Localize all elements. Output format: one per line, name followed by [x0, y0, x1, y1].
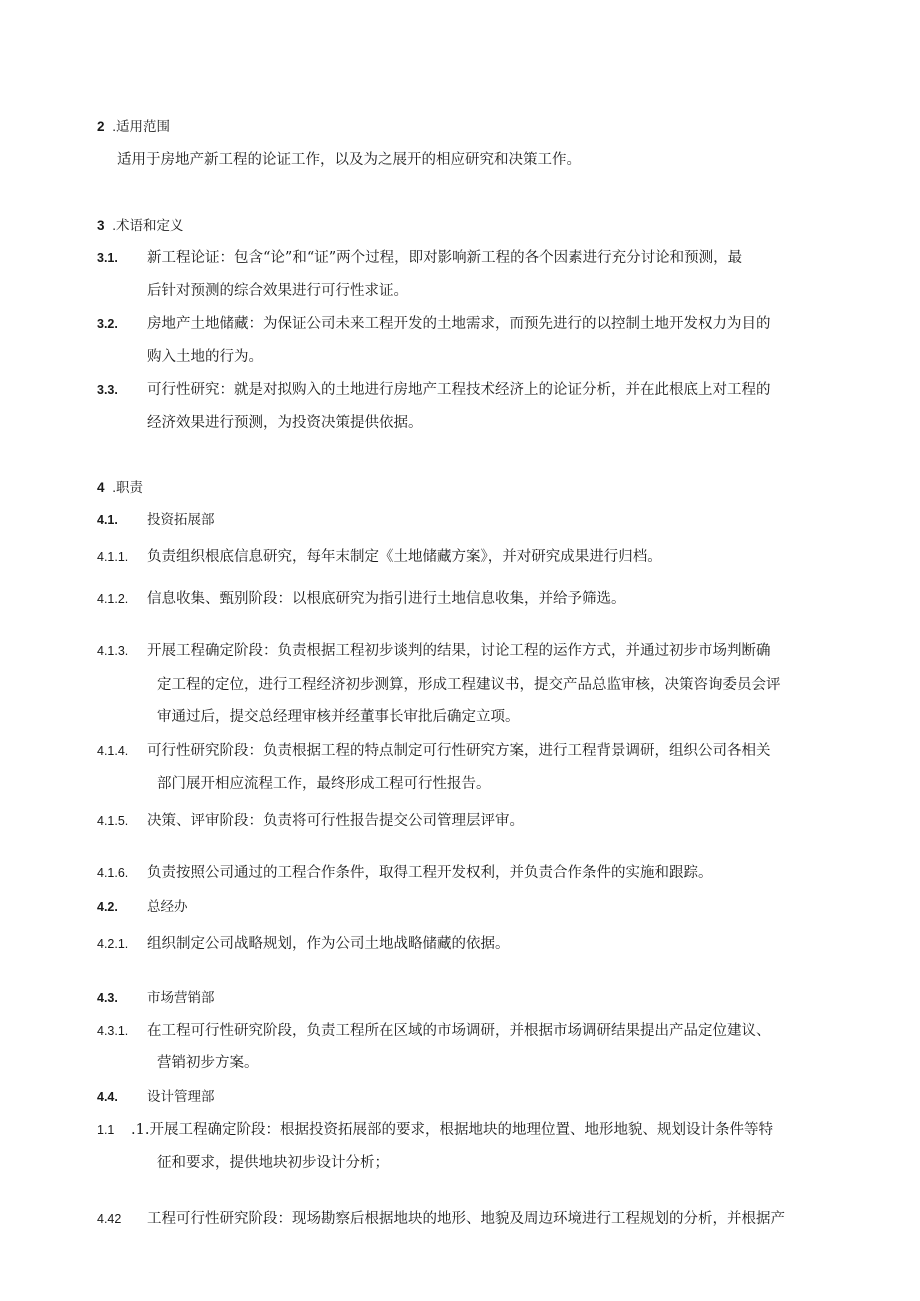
subsection-number-4-4: 4.4.	[97, 1090, 118, 1104]
section-title: .职责	[112, 480, 144, 495]
item-4-1-1-line1: 负责组织根底信息研究，每年末制定《土地储藏方案》，并对研究成果进行归档。	[147, 549, 662, 565]
item-number-4-2-1: 4.2.1.	[97, 937, 129, 951]
subsection-number-4-3: 4.3.	[97, 991, 118, 1005]
item-4-1-3-line1: 开展工程确定阶段：负责根据工程初步谈判的结果，讨论工程的运作方式，并通过初步市场判断确	[147, 643, 771, 659]
item-3-2-line1: 房地产土地储藏：为保证公司未来工程开发的土地需求，而预先进行的以控制土地开发权力为目的	[147, 316, 771, 332]
item-3-2-line2: 购入土地的行为。	[147, 349, 263, 365]
section-title: .适用范围	[112, 119, 171, 134]
subsection-title-4-1: 投资拓展部	[147, 512, 215, 527]
item-4-1-2-line1: 信息收集、甄别阶段：以根底研究为指引进行土地信息收集，并给予筛选。	[147, 591, 626, 607]
subsection-title-4-4: 设计管理部	[147, 1089, 215, 1104]
item-number-4-4-2: 4.42	[97, 1212, 122, 1226]
item-4-4-1-line2: 征和要求，提供地块初步设计分析；	[157, 1155, 389, 1171]
item-4-1-4-line1: 可行性研究阶段：负责根据工程的特点制定可行性研究方案，进行工程背景调研，组织公司各相关	[147, 743, 771, 759]
item-number-4-1-3: 4.1.3.	[97, 644, 129, 658]
item-4-1-3-line3: 审通过后，提交总经理审核并经董事长审批后确定立项。	[157, 709, 520, 725]
item-number-4-1-2: 4.1.2.	[97, 592, 129, 606]
item-3-1-line2: 后针对预测的综合效果进行可行性求证。	[147, 283, 408, 299]
subsection-title-4-3: 市场营销部	[147, 990, 215, 1005]
section-2-body: 适用于房地产新工程的论证工作，以及为之展开的相应研究和决策工作。	[117, 152, 581, 168]
section-title: .术语和定义	[112, 218, 184, 233]
section-heading-4	[97, 478, 143, 498]
section-number: 3	[97, 218, 105, 233]
item-number-4-4-1: 1.1	[97, 1123, 115, 1137]
item-3-3-line2: 经济效果进行预测，为投资决策提供依据。	[147, 415, 423, 431]
item-4-1-5-line1: 决策、评审阶段：负责将可行性报告提交公司管理层评审。	[147, 813, 524, 829]
item-number-3-1: 3.1.	[97, 251, 118, 265]
item-4-1-3-line2: 定工程的定位，进行工程经济初步测算，形成工程建议书，提交产品总监审核，决策咨询委员会评	[157, 677, 781, 693]
item-4-3-1-line2: 营销初步方案。	[157, 1055, 259, 1071]
item-number-4-3-1: 4.3.1.	[97, 1024, 129, 1038]
section-heading-3	[97, 216, 184, 236]
item-number-4-1-1: 4.1.1.	[97, 550, 129, 564]
item-3-3-line1: 可行性研究：就是对拟购入的土地进行房地产工程技术经济上的论证分析，并在此根底上对工程的	[147, 382, 771, 398]
subsection-number-4-1: 4.1.	[97, 513, 118, 527]
item-number-4-1-6: 4.1.6.	[97, 866, 129, 880]
item-4-1-4-line2: 部门展开相应流程工作，最终形成工程可行性报告。	[157, 776, 491, 792]
item-4-1-6-line1: 负责按照公司通过的工程合作条件，取得工程开发权利，并负责合作条件的实施和跟踪。	[147, 865, 713, 881]
section-heading-2	[97, 117, 170, 137]
item-4-4-1-line1: .1.开展工程确定阶段：根据投资拓展部的要求，根据地块的地理位置、地形地貌、规划设计条件等特	[131, 1122, 773, 1138]
section-number: 2	[97, 119, 105, 134]
item-4-4-2-line1: 工程可行性研究阶段：现场勘察后根据地块的地形、地貌及周边环境进行工程规划的分析，并根据产	[147, 1211, 785, 1227]
item-4-3-1-line1: 在工程可行性研究阶段，负责工程所在区域的市场调研，并根据市场调研结果提出产品定位建议、	[147, 1023, 771, 1039]
subsection-title-4-2: 总经办	[147, 899, 188, 914]
section-number: 4	[97, 480, 105, 495]
item-number-4-1-4: 4.1.4.	[97, 744, 129, 758]
subsection-number-4-2: 4.2.	[97, 900, 118, 914]
item-4-2-1-line1: 组织制定公司战略规划，作为公司土地战略储藏的依据。	[147, 936, 510, 952]
item-number-4-1-5: 4.1.5.	[97, 814, 129, 828]
item-number-3-2: 3.2.	[97, 317, 118, 331]
item-3-1-line1: 新工程论证：包含“论”和“证”两个过程，即对影响新工程的各个因素进行充分讨论和预测，最	[147, 250, 743, 266]
item-number-3-3: 3.3.	[97, 383, 118, 397]
